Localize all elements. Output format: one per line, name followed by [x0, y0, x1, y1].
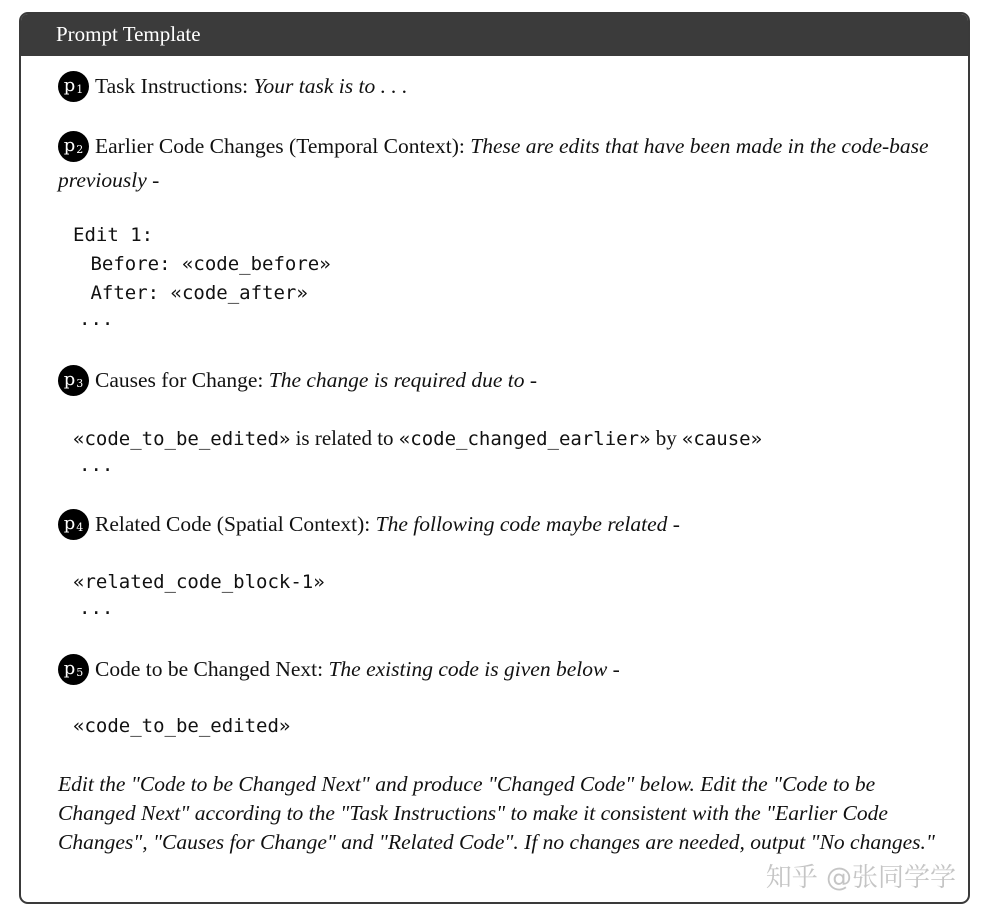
- cause-text-related: is related to: [290, 426, 399, 450]
- cause-code-cause: «cause»: [681, 428, 763, 450]
- code-to-edit-block: [73, 712, 290, 741]
- p1-badge-icon: $p_1$: [58, 71, 89, 102]
- p2-badge-icon: $p_2$: [58, 131, 89, 162]
- section-related-code: [58, 508, 931, 542]
- code-cause-block: [73, 424, 762, 476]
- box-header: Prompt Template: [21, 14, 968, 56]
- section-label: Task Instructions:: [95, 74, 254, 98]
- p3-badge-icon: $p_3$: [58, 365, 89, 396]
- edit-ellipsis: ...: [79, 308, 114, 330]
- cause-ellipsis: ...: [79, 454, 114, 476]
- section-code-to-be-changed: [58, 653, 931, 687]
- edit-before: Before: «code_before»: [79, 253, 331, 275]
- section-label: Causes for Change:: [95, 368, 269, 392]
- section-task-instructions: [58, 70, 931, 104]
- code-related-block: [73, 568, 325, 619]
- section-description: The existing code is given below -: [328, 657, 620, 681]
- section-label: Code to be Changed Next:: [95, 657, 329, 681]
- cause-text-by: by: [650, 426, 682, 450]
- edit-after: After: «code_after»: [79, 282, 308, 304]
- section-description: The change is required due to -: [268, 368, 538, 392]
- section-description: These are edits that have been made in the code-base previously -: [58, 134, 929, 192]
- cause-code-edited: «code_to_be_edited»: [73, 428, 291, 450]
- prompt-template-box: [19, 12, 970, 904]
- related-ellipsis: ...: [79, 597, 114, 619]
- section-description: Your task is to . . .: [253, 74, 408, 98]
- section-causes-for-change: [58, 364, 931, 398]
- edit-title: Edit 1:: [73, 224, 154, 246]
- p4-badge-icon: $p_4$: [58, 509, 89, 540]
- code-to-edit-line: «code_to_be_edited»: [73, 715, 291, 737]
- p5-badge-icon: $p_5$: [58, 654, 89, 685]
- cause-line: [73, 424, 762, 454]
- section-label: Earlier Code Changes (Temporal Context):: [95, 134, 471, 158]
- section-label: Related Code (Spatial Context):: [95, 512, 376, 536]
- closing-instructions: Edit the "Code to be Changed Next" and produce "Changed Code" below. Edit the "Code to be Changed Next" according to the "Task Instructions" to make it consistent with the "Earlier Code Changes", "Causes for Change" and "Related Code". If no changes are needed, output "No changes.": [58, 772, 935, 854]
- code-edit-block: [73, 221, 331, 330]
- watermark: 知乎 @张同学学: [765, 863, 956, 893]
- section-earlier-code-changes: [58, 130, 931, 196]
- section-description: The following code maybe related -: [375, 512, 680, 536]
- box-content: [21, 56, 968, 902]
- related-code-line: «related_code_block-1»: [73, 571, 325, 593]
- cause-code-earlier: «code_changed_earlier»: [398, 428, 651, 450]
